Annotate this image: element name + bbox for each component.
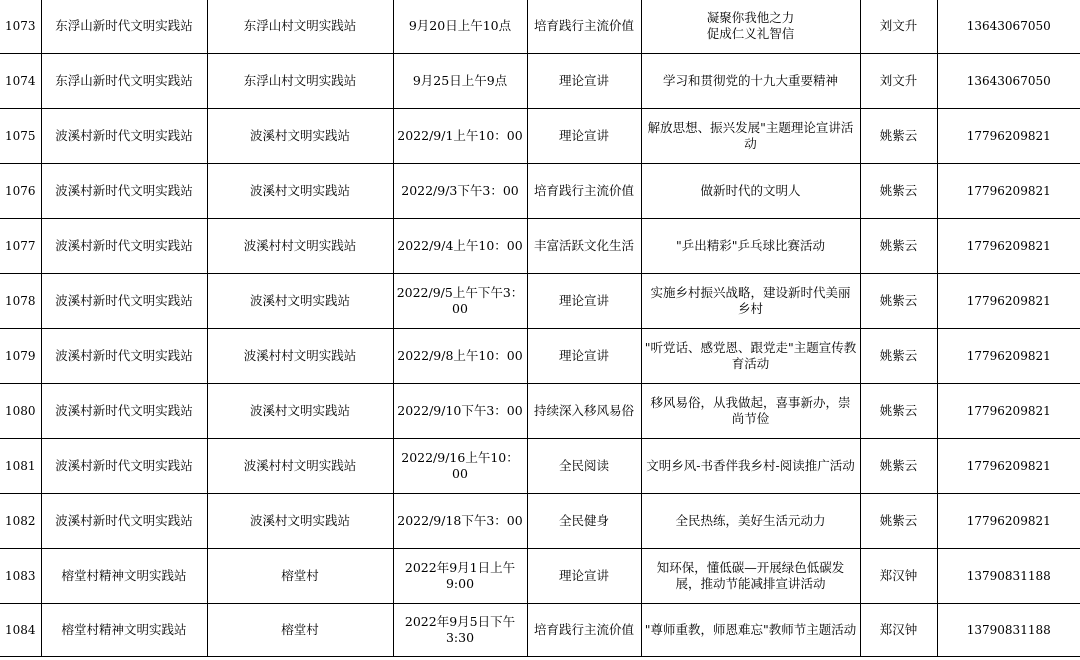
- phone-cell: 13643067050: [937, 54, 1080, 109]
- station-cell: 波溪村新时代文明实践站: [41, 274, 207, 329]
- category-cell: 培育践行主流价值: [527, 0, 641, 54]
- phone-cell: 17796209821: [937, 164, 1080, 219]
- site-cell: 东浮山村文明实践站: [207, 0, 393, 54]
- activity-cell: 凝聚你我他之力 促成仁义礼智信: [641, 0, 860, 54]
- contact-person-cell: 姚紫云: [860, 329, 937, 384]
- contact-person-cell: 姚紫云: [860, 164, 937, 219]
- time-cell: 2022年9月5日下午3:30: [393, 604, 527, 657]
- phone-cell: 17796209821: [937, 329, 1080, 384]
- time-cell: 2022/9/8上午10：00: [393, 329, 527, 384]
- station-cell: 波溪村新时代文明实践站: [41, 109, 207, 164]
- activity-cell: 移风易俗，从我做起，喜事新办，崇尚节俭: [641, 384, 860, 439]
- activity-cell: "听党话、感党恩、跟党走"主题宣传教育活动: [641, 329, 860, 384]
- table-row: [0, 329, 1080, 384]
- contact-person-cell: 姚紫云: [860, 384, 937, 439]
- category-cell: 培育践行主流价值: [527, 164, 641, 219]
- station-cell: 波溪村新时代文明实践站: [41, 219, 207, 274]
- phone-cell: 17796209821: [937, 219, 1080, 274]
- table-row: [0, 549, 1080, 604]
- category-cell: 理论宣讲: [527, 329, 641, 384]
- category-cell: 全民阅读: [527, 439, 641, 494]
- row-number-cell: 1078: [0, 274, 41, 329]
- table-row: [0, 109, 1080, 164]
- contact-person-cell: 姚紫云: [860, 219, 937, 274]
- site-cell: 波溪村村文明实践站: [207, 219, 393, 274]
- category-cell: 丰富活跃文化生活: [527, 219, 641, 274]
- row-number-cell: 1084: [0, 604, 41, 657]
- station-cell: 波溪村新时代文明实践站: [41, 439, 207, 494]
- activity-cell: 文明乡风-书香伴我乡村-阅读推广活动: [641, 439, 860, 494]
- time-cell: 2022/9/3下午3：00: [393, 164, 527, 219]
- row-number-cell: 1077: [0, 219, 41, 274]
- phone-cell: 17796209821: [937, 494, 1080, 549]
- time-cell: 2022年9月1日上午9:00: [393, 549, 527, 604]
- time-cell: 2022/9/18下午3：00: [393, 494, 527, 549]
- category-cell: 理论宣讲: [527, 549, 641, 604]
- table-row: [0, 0, 1080, 54]
- activity-cell: "乒出精彩"乒乓球比赛活动: [641, 219, 860, 274]
- phone-cell: 13790831188: [937, 604, 1080, 657]
- site-cell: 波溪村文明实践站: [207, 164, 393, 219]
- site-cell: 榕堂村: [207, 549, 393, 604]
- table-row: [0, 219, 1080, 274]
- phone-cell: 17796209821: [937, 439, 1080, 494]
- time-cell: 2022/9/1上午10：00: [393, 109, 527, 164]
- row-number-cell: 1082: [0, 494, 41, 549]
- table-row: [0, 494, 1080, 549]
- row-number-cell: 1075: [0, 109, 41, 164]
- time-cell: 9月20日上午10点: [393, 0, 527, 54]
- table-row: [0, 164, 1080, 219]
- table-row: [0, 439, 1080, 494]
- row-number-cell: 1073: [0, 0, 41, 54]
- category-cell: 理论宣讲: [527, 54, 641, 109]
- time-cell: 2022/9/4上午10：00: [393, 219, 527, 274]
- site-cell: 波溪村村文明实践站: [207, 439, 393, 494]
- contact-person-cell: 姚紫云: [860, 274, 937, 329]
- phone-cell: 13790831188: [937, 549, 1080, 604]
- contact-person-cell: 姚紫云: [860, 109, 937, 164]
- category-cell: 理论宣讲: [527, 274, 641, 329]
- row-number-cell: 1074: [0, 54, 41, 109]
- activity-cell: "尊师重教，师恩难忘"教师节主题活动: [641, 604, 860, 657]
- activity-cell: 学习和贯彻党的十九大重要精神: [641, 54, 860, 109]
- row-number-cell: 1081: [0, 439, 41, 494]
- time-cell: 2022/9/10下午3：00: [393, 384, 527, 439]
- phone-cell: 17796209821: [937, 274, 1080, 329]
- station-cell: 东浮山新时代文明实践站: [41, 0, 207, 54]
- site-cell: 波溪村文明实践站: [207, 384, 393, 439]
- contact-person-cell: 郑汉钟: [860, 549, 937, 604]
- row-number-cell: 1083: [0, 549, 41, 604]
- station-cell: 榕堂村精神文明实践站: [41, 604, 207, 657]
- category-cell: 理论宣讲: [527, 109, 641, 164]
- contact-person-cell: 姚紫云: [860, 494, 937, 549]
- activity-cell: 知环保，懂低碳—开展绿色低碳发展，推动节能减排宣讲活动: [641, 549, 860, 604]
- station-cell: 东浮山新时代文明实践站: [41, 54, 207, 109]
- station-cell: 榕堂村精神文明实践站: [41, 549, 207, 604]
- category-cell: 持续深入移风易俗: [527, 384, 641, 439]
- site-cell: 波溪村文明实践站: [207, 494, 393, 549]
- site-cell: 榕堂村: [207, 604, 393, 657]
- phone-cell: 17796209821: [937, 384, 1080, 439]
- row-number-cell: 1080: [0, 384, 41, 439]
- station-cell: 波溪村新时代文明实践站: [41, 329, 207, 384]
- contact-person-cell: 姚紫云: [860, 439, 937, 494]
- activity-cell: 做新时代的文明人: [641, 164, 860, 219]
- activity-cell: 全民热练，美好生活元动力: [641, 494, 860, 549]
- contact-person-cell: 刘文升: [860, 0, 937, 54]
- time-cell: 2022/9/5上午下午3：00: [393, 274, 527, 329]
- table-row: [0, 54, 1080, 109]
- activity-cell: 解放思想、振兴发展"主题理论宣讲活动: [641, 109, 860, 164]
- site-cell: 波溪村文明实践站: [207, 274, 393, 329]
- contact-person-cell: 郑汉钟: [860, 604, 937, 657]
- activity-cell: 实施乡村振兴战略，建设新时代美丽乡村: [641, 274, 860, 329]
- site-cell: 波溪村村文明实践站: [207, 329, 393, 384]
- category-cell: 培育践行主流价值: [527, 604, 641, 657]
- phone-cell: 13643067050: [937, 0, 1080, 54]
- site-cell: 东浮山村文明实践站: [207, 54, 393, 109]
- table-row: [0, 274, 1080, 329]
- time-cell: 2022/9/16上午10：00: [393, 439, 527, 494]
- site-cell: 波溪村文明实践站: [207, 109, 393, 164]
- row-number-cell: 1076: [0, 164, 41, 219]
- table-row: [0, 384, 1080, 439]
- time-cell: 9月25日上午9点: [393, 54, 527, 109]
- phone-cell: 17796209821: [937, 109, 1080, 164]
- contact-person-cell: 刘文升: [860, 54, 937, 109]
- row-number-cell: 1079: [0, 329, 41, 384]
- table-row: [0, 604, 1080, 657]
- station-cell: 波溪村新时代文明实践站: [41, 164, 207, 219]
- station-cell: 波溪村新时代文明实践站: [41, 384, 207, 439]
- station-cell: 波溪村新时代文明实践站: [41, 494, 207, 549]
- category-cell: 全民健身: [527, 494, 641, 549]
